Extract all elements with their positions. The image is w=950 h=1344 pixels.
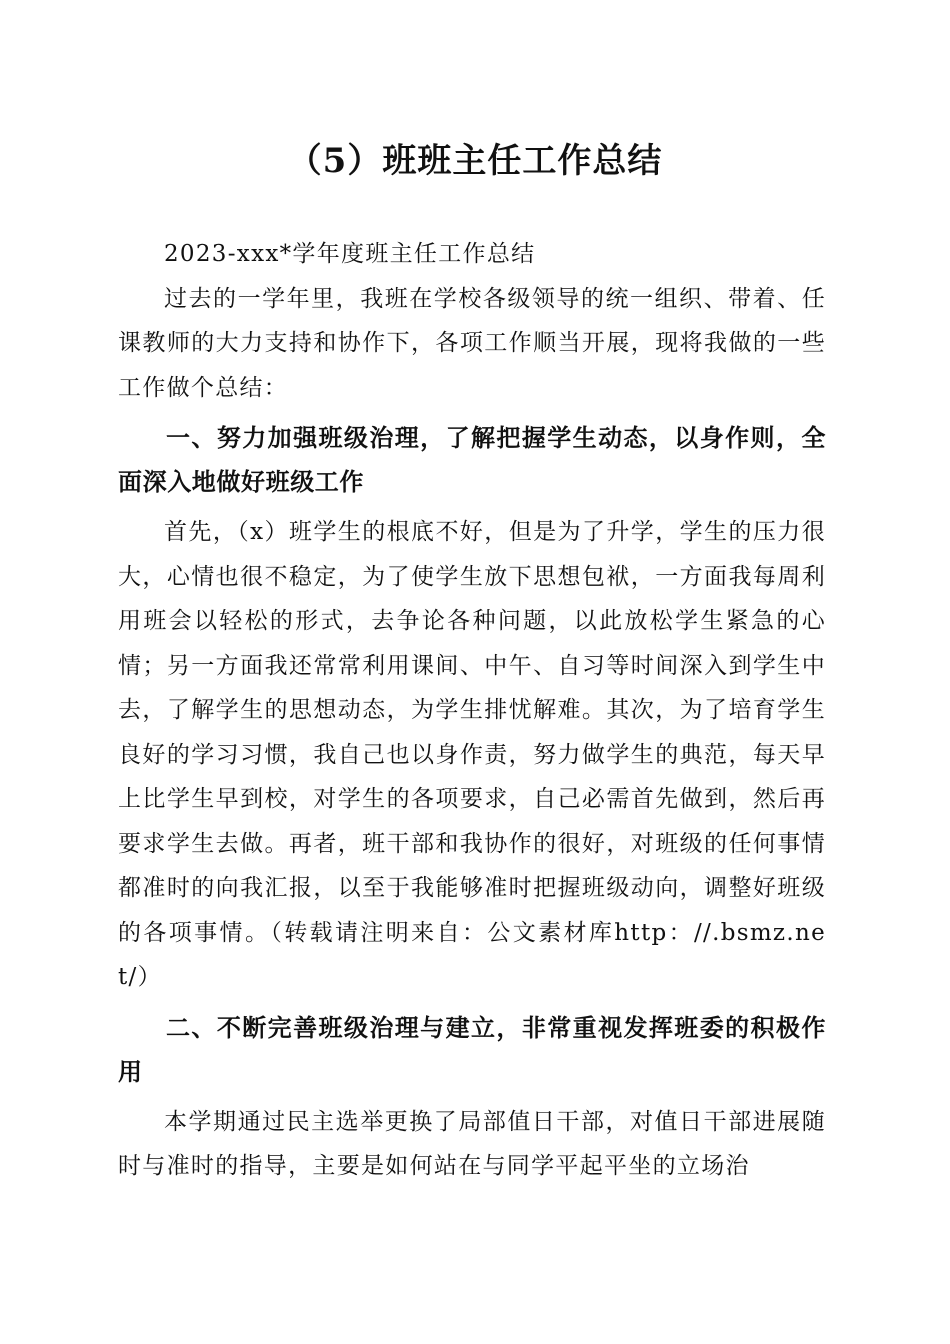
section-heading-1: 一、努力加强班级治理，了解把握学生动态，以身作则，全面深入地做好班级工作: [118, 424, 826, 496]
document-body: [118, 232, 826, 1189]
document-title: （5）班班主任工作总结: [287, 141, 663, 181]
intro-paragraph: 过去的一学年里，我班在学校各级领导的统一组织、带着、任课教师的大力支持和协作下，各项工作顺当开展，现将我做的一些工作做个总结：: [118, 285, 826, 401]
body-paragraph-1: 首先，（x）班学生的根底不好，但是为了升学，学生的压力很大，心情也很不稳定，为了使学生放下思想包袱，一方面我每周利用班会以轻松的形式，去争论各种问题，以此放松学生紧急的心情；另一方面我还常常利用课间、中午、自习等时间深入到学生中去，了解学生的思想动态，为学生排忧解难。其次，为了培育学生良好的学习习惯，我自己也以身作责，努力做学生的典范，每天早上比学生早到校，对学生的各项要求，自己必需首先做到，然后再要求学生去做。再者，班干部和我协作的很好，对班级的任何事情都准时的向我汇报，以至于我能够准时把握班级动向，调整好班级的各项事情。（转载请注明来自：公文素材库http：//.bsmz.net/）: [118, 519, 826, 990]
body-paragraph-2: 本学期通过民主选举更换了局部值日干部，对值日干部进展随时与准时的指导，主要是如何站在与同学平起平坐的立场治: [118, 1108, 826, 1179]
subtitle-paragraph: 2023-xxx*学年度班主任工作总结: [164, 241, 536, 267]
section-heading-2: 二、不断完善班级治理与建立，非常重视发挥班委的积极作用: [118, 1013, 826, 1086]
